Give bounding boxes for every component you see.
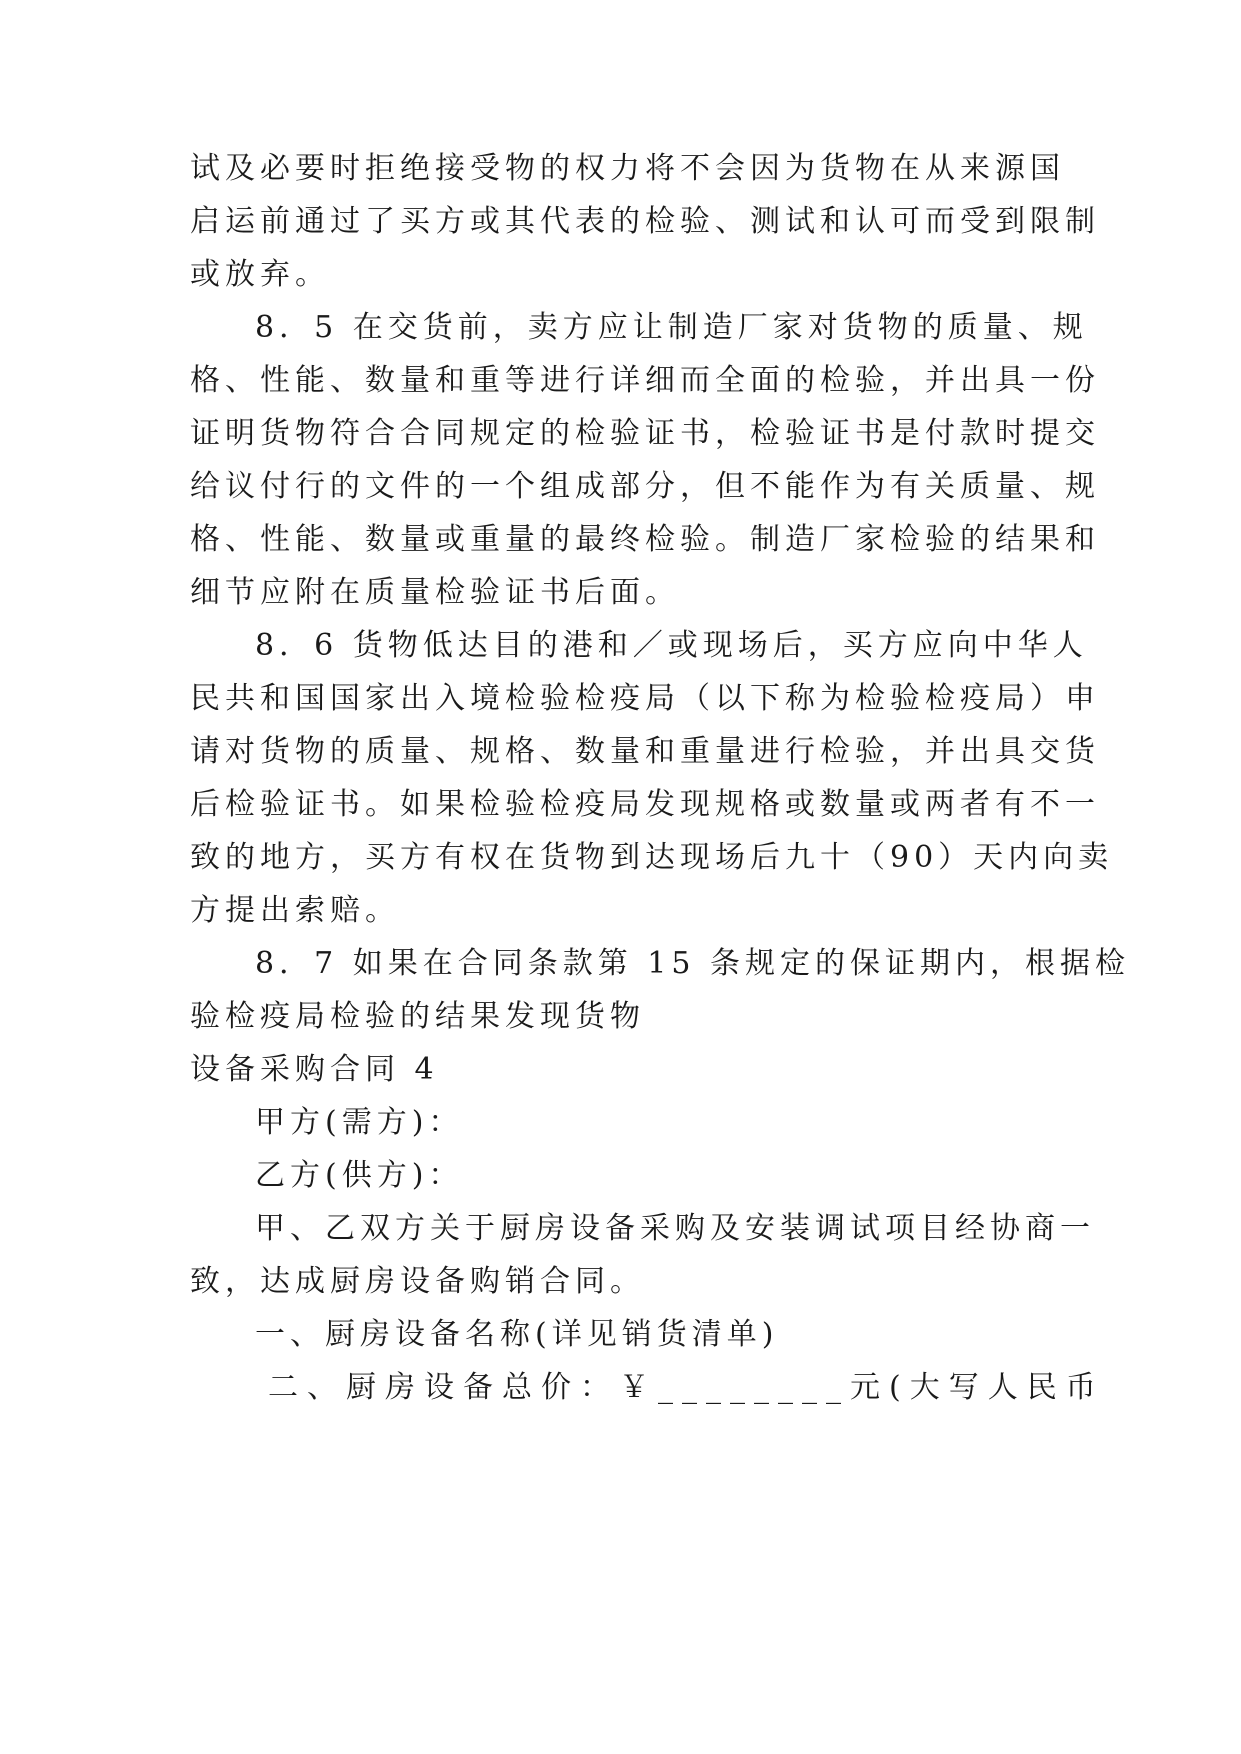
paragraph-line: 细节应附在质量检验证书后面。 <box>190 575 680 610</box>
party-a-line: 甲方(需方)： <box>255 1105 464 1140</box>
paragraph-line: 启运前通过了买方或其代表的检验、测试和认可而受到限制 <box>190 204 1100 239</box>
clause-8-5-heading-line: 8．5 在交货前，卖方应让制造厂家对货物的质量、规 <box>255 310 1088 345</box>
paragraph-line: 证明货物符合合同规定的检验证书，检验证书是付款时提交 <box>190 416 1100 451</box>
clause-8-6-heading-line: 8．6 货物低达目的港和／或现场后，买方应向中华人 <box>255 628 1088 663</box>
paragraph-line: 请对货物的质量、规格、数量和重量进行检验，并出具交货 <box>190 734 1100 769</box>
clause-8-7-heading-line: 8．7 如果在合同条款第 15 条规定的保证期内，根据检 <box>255 946 1130 981</box>
paragraph-line: 民共和国国家出入境检验检疫局（以下称为检验检疫局）申 <box>190 681 1100 716</box>
paragraph-line: 验检疫局检验的结果发现货物 <box>190 999 645 1034</box>
paragraph-line: 或放弃。 <box>190 257 330 292</box>
section-1-line: 一、厨房设备名称(详见销货清单) <box>255 1317 779 1352</box>
paragraph-line: 方提出索赔。 <box>190 893 400 928</box>
paragraph-line: 后检验证书。如果检验检疫局发现规格或数量或两者有不一 <box>190 787 1100 822</box>
paragraph-line: 格、性能、数量或重量的最终检验。制造厂家检验的结果和 <box>190 522 1100 557</box>
paragraph-line: 格、性能、数量和重等进行详细而全面的检验，并出具一份 <box>190 363 1100 398</box>
paragraph-line: 致的地方，买方有权在货物到达现场后九十（90）天内向卖 <box>190 840 1114 875</box>
paragraph-line: 甲、乙双方关于厨房设备采购及安装调试项目经协商一 <box>255 1211 1095 1246</box>
party-b-line: 乙方(供方)： <box>255 1158 464 1193</box>
section-2-price-line: 二、厨房设备总价：￥________元(大写人民币 <box>268 1370 1105 1405</box>
paragraph-line: 试及必要时拒绝接受物的权力将不会因为货物在从来源国 <box>190 151 1065 186</box>
contract-title: 设备采购合同 4 <box>190 1052 439 1087</box>
paragraph-line: 致，达成厨房设备购销合同。 <box>190 1264 645 1299</box>
paragraph-line: 给议付行的文件的一个组成部分，但不能作为有关质量、规 <box>190 469 1100 504</box>
